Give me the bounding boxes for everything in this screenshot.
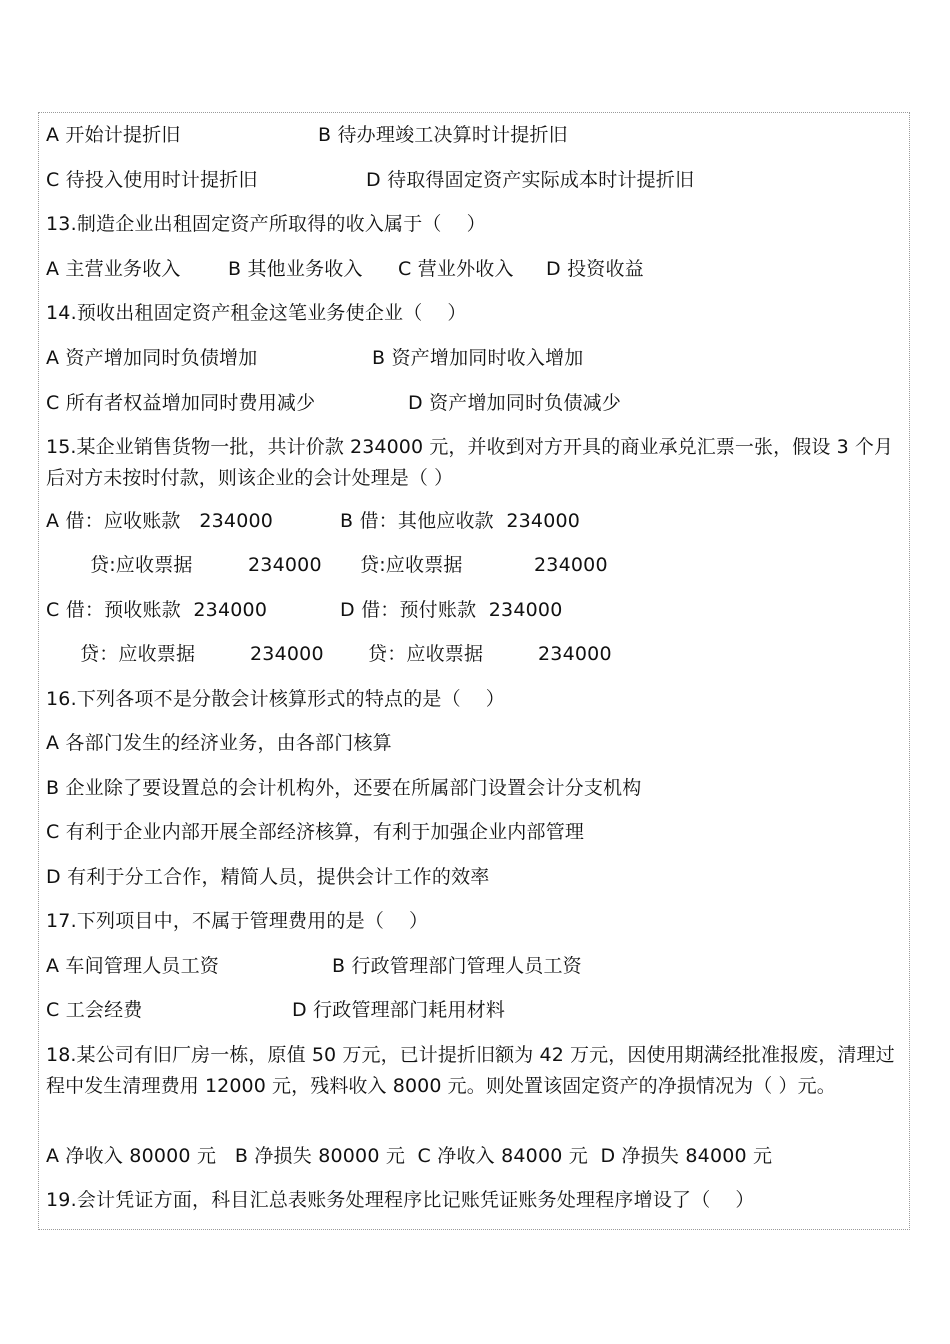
q12-option-a: A 开始计提折旧 [46,124,181,146]
q17-option-d: D 行政管理部门耗用材料 [292,999,506,1021]
q16-option-c: C 有利于企业内部开展全部经济核算，有利于加强企业内部管理 [46,821,585,843]
q13-option-d: D 投资收益 [546,258,644,280]
q13-option-a: A 主营业务收入 [46,258,181,280]
q17-option-b: B 行政管理部门管理人员工资 [332,955,582,977]
q13-option-c: C 营业外收入 [398,258,514,280]
q15-option-d-credit-amount: 234000 [538,643,612,665]
q14-stem: 14.预收出租固定资产租金这笔业务使企业（ ） [46,302,467,324]
q15-option-b-credit-amount: 234000 [534,554,608,576]
q14-option-a: A 资产增加同时负债增加 [46,347,258,369]
q15-option-c-debit: C 借：预收账款 234000 [46,599,268,621]
q12-option-d: D 待取得固定资产实际成本时计提折旧 [366,169,695,191]
q17-option-a: A 车间管理人员工资 [46,955,220,977]
q15-option-b-debit: B 借：其他应收款 234000 [340,510,581,532]
q15-option-c-credit-amount: 234000 [250,643,324,665]
q15-option-d-debit: D 借：预付账款 234000 [340,599,563,621]
q17-option-c: C 工会经费 [46,999,143,1021]
q15-option-a-credit-amount: 234000 [248,554,322,576]
q16-option-d: D 有利于分工合作，精简人员，提供会计工作的效率 [46,866,490,888]
q16-option-a: A 各部门发生的经济业务，由各部门核算 [46,732,392,754]
q16-stem: 16.下列各项不是分散会计核算形式的特点的是（ ） [46,688,505,710]
q13-stem: 13.制造企业出租固定资产所取得的收入属于（ ） [46,213,486,235]
q18-options: A 净收入 80000 元 B 净损失 80000 元 C 净收入 84000 元 D 净损失 84000 元 [46,1145,773,1167]
q13-option-b: B 其他业务收入 [228,258,363,280]
q15-option-c-credit: 贷：应收票据 [80,643,196,665]
q19-stem: 19.会计凭证方面，科目汇总表账务处理程序比记账凭证账务处理程序增设了（ ） [46,1189,755,1211]
q14-option-d: D 资产增加同时负债减少 [408,392,622,414]
q15-option-a-credit: 贷:应收票据 [90,554,193,576]
q14-option-c: C 所有者权益增加同时费用减少 [46,392,316,414]
q18-stem: 18.某公司有旧厂房一栋，原值 50 万元，已计提折旧额为 42 万元，因使用期满经批准报废，清理过程中发生清理费用 12000 元，残料收入 8000 元。则处置该固定资产的净损情况为（ ）元。 [46,1044,895,1097]
q15-option-d-credit: 贷：应收票据 [368,643,484,665]
q16-option-b: B 企业除了要设置总的会计机构外，还要在所属部门设置会计分支机构 [46,777,642,799]
q15-stem: 15.某企业销售货物一批，共计价款 234000 元，并收到对方开具的商业承兑汇票一张，假设 3 个月后对方未按时付款，则该企业的会计处理是（ ） [46,436,894,489]
q15-option-b-credit: 贷:应收票据 [360,554,463,576]
q15-option-a-debit: A 借：应收账款 234000 [46,510,274,532]
q12-option-b: B 待办理竣工决算时计提折旧 [318,124,568,146]
q14-option-b: B 资产增加同时收入增加 [372,347,584,369]
q17-stem: 17.下列项目中，不属于管理费用的是（ ） [46,910,429,932]
q12-option-c: C 待投入使用时计提折旧 [46,169,258,191]
